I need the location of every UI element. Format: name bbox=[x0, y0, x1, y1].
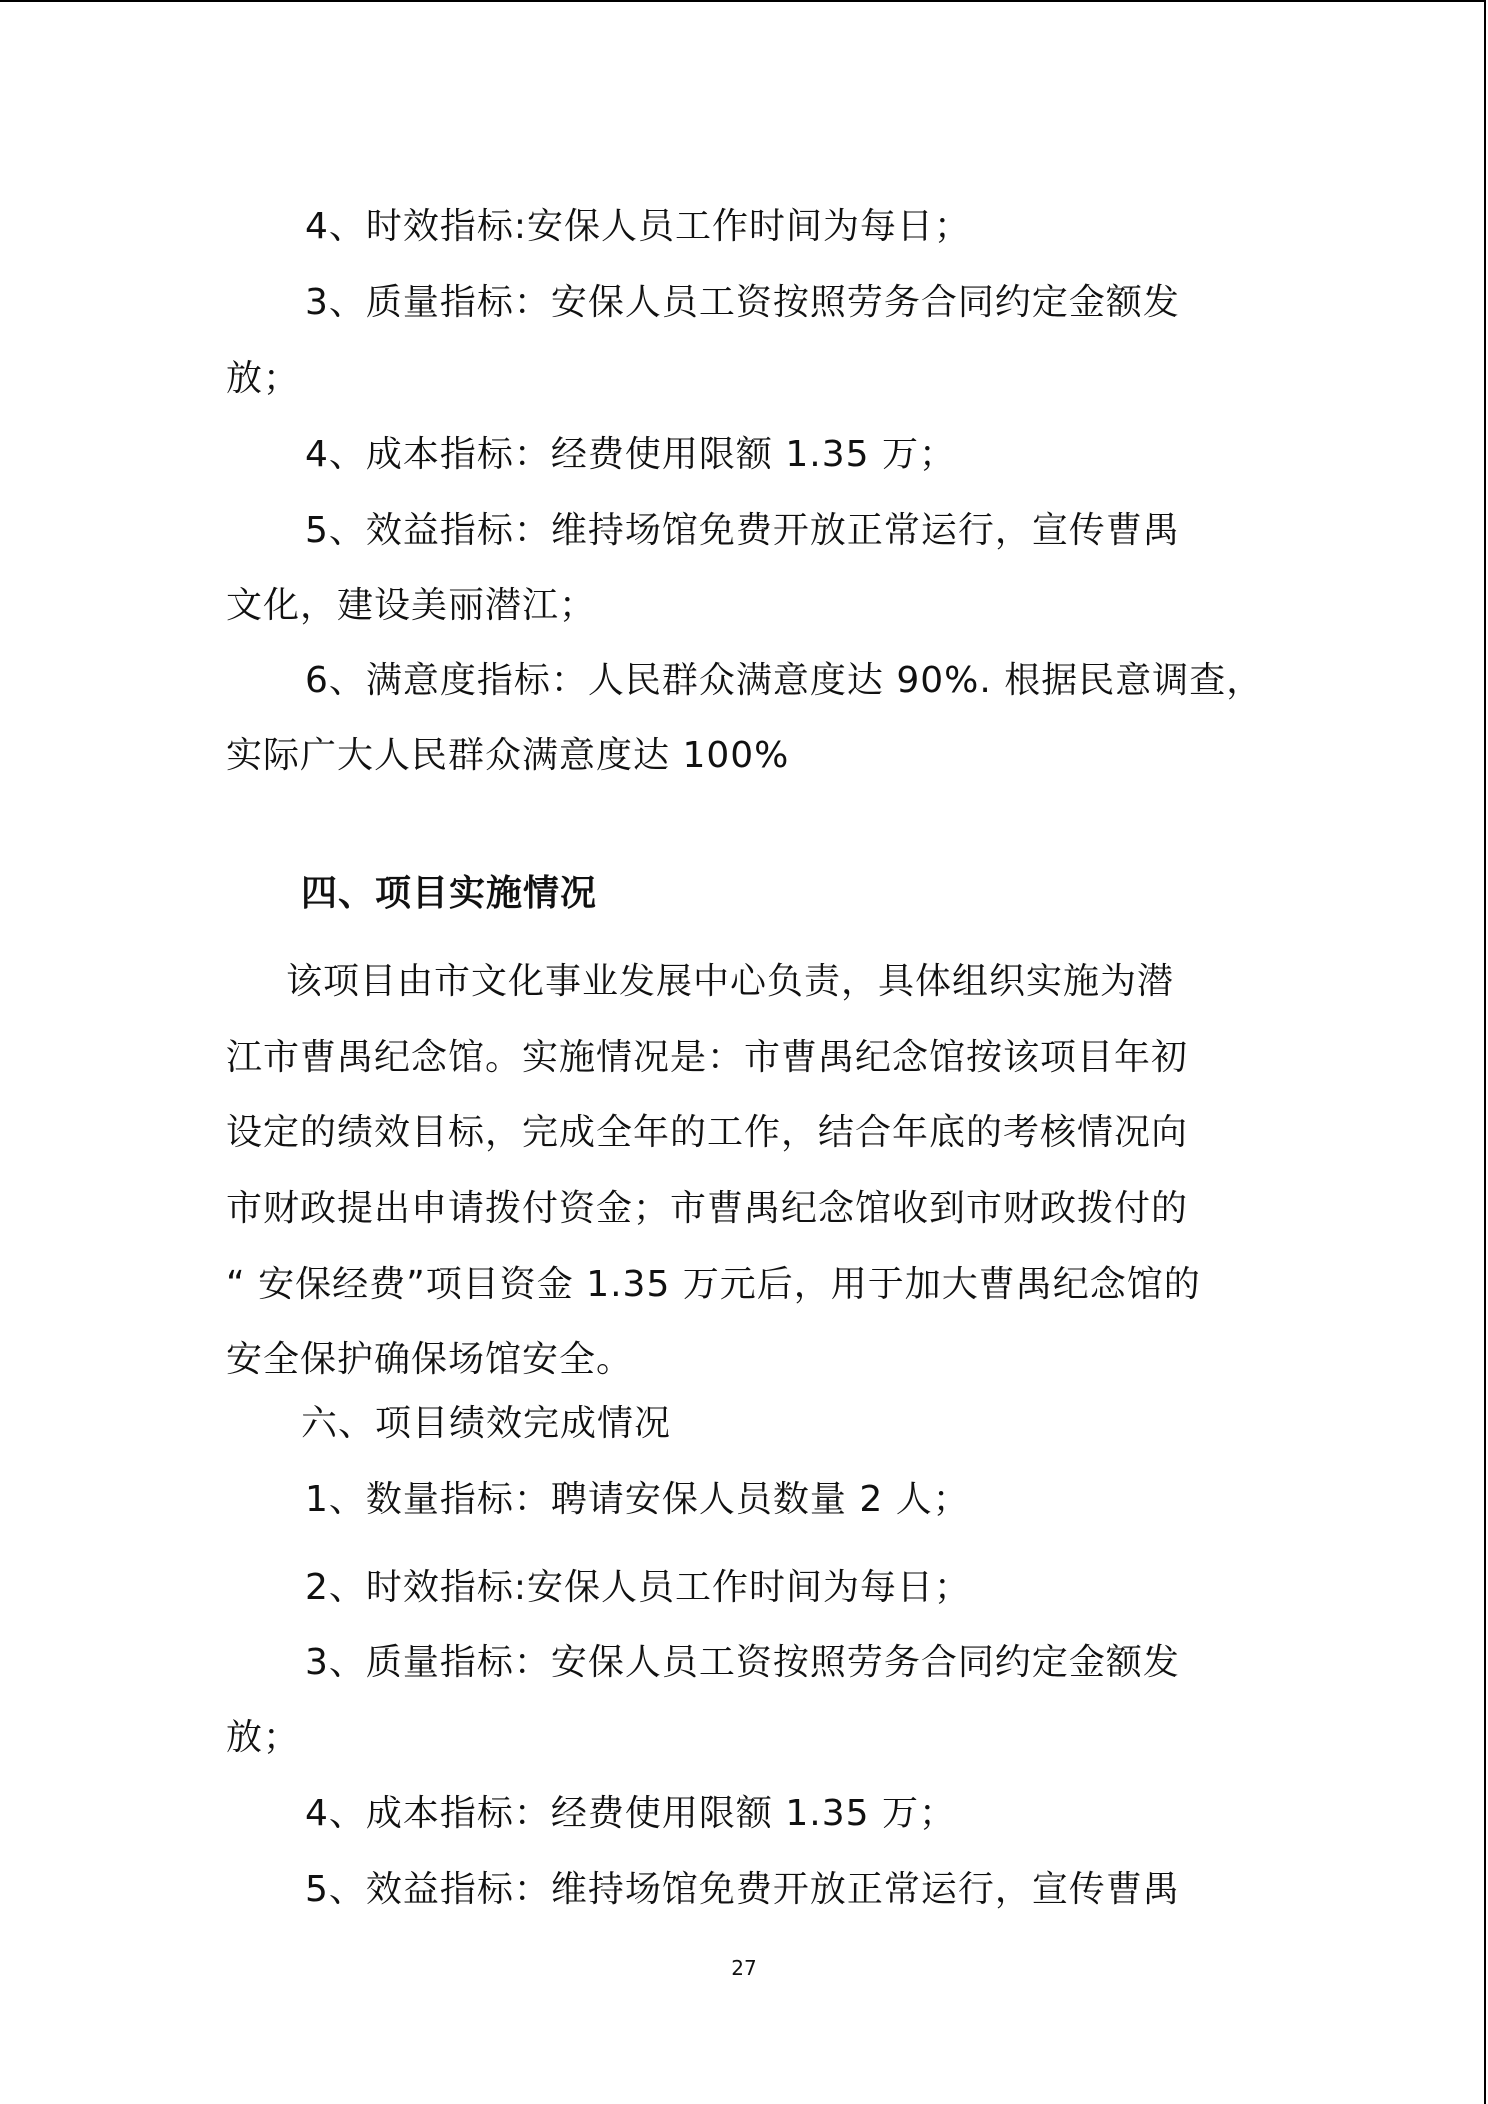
text-line: 安全保护确保场馆安全。 bbox=[226, 1339, 634, 1380]
section-heading: 六、项目绩效完成情况 bbox=[301, 1403, 672, 1444]
text-line: 实际广大人民群众满意度达 100% bbox=[226, 735, 790, 776]
text-line: 该项目由市文化事业发展中心负责，具体组织实施为潜 bbox=[286, 961, 1175, 1002]
section-heading: 四、项目实施情况 bbox=[301, 873, 598, 914]
text-line: 4、成本指标：经费使用限额 1.35 万； bbox=[305, 434, 956, 475]
text-line: 设定的绩效目标，完成全年的工作，结合年底的考核情况向 bbox=[226, 1112, 1189, 1153]
text-line: 5、效益指标：维持场馆免费开放正常运行，宣传曹禺 bbox=[305, 510, 1180, 551]
text-line: 6、满意度指标：人民群众满意度达 90%. 根据民意调查， bbox=[305, 660, 1264, 701]
text-line: “ 安保经费”项目资金 1.35 万元后，用于加大曹禺纪念馆的 bbox=[226, 1264, 1201, 1305]
text-line: 1、数量指标：聘请安保人员数量 2 人； bbox=[305, 1479, 970, 1520]
text-line: 4、成本指标：经费使用限额 1.35 万； bbox=[305, 1793, 956, 1834]
text-line: 放； bbox=[226, 1717, 301, 1758]
text-line: 江市曹禺纪念馆。实施情况是：市曹禺纪念馆按该项目年初 bbox=[226, 1037, 1189, 1078]
text-line: 文化，建设美丽潜江； bbox=[226, 585, 597, 626]
text-line: 5、效益指标：维持场馆免费开放正常运行，宣传曹禺 bbox=[305, 1869, 1180, 1910]
text-line: 3、质量指标：安保人员工资按照劳务合同约定金额发 bbox=[305, 1642, 1180, 1683]
text-line: 2、时效指标:安保人员工作时间为每日； bbox=[305, 1567, 972, 1608]
text-line: 3、质量指标：安保人员工资按照劳务合同约定金额发 bbox=[305, 282, 1180, 323]
text-line: 放； bbox=[226, 358, 301, 399]
text-line: 市财政提出申请拨付资金；市曹禺纪念馆收到市财政拨付的 bbox=[226, 1188, 1189, 1229]
page-number: 27 bbox=[731, 1956, 757, 1980]
text-line: 4、时效指标:安保人员工作时间为每日； bbox=[305, 206, 972, 247]
